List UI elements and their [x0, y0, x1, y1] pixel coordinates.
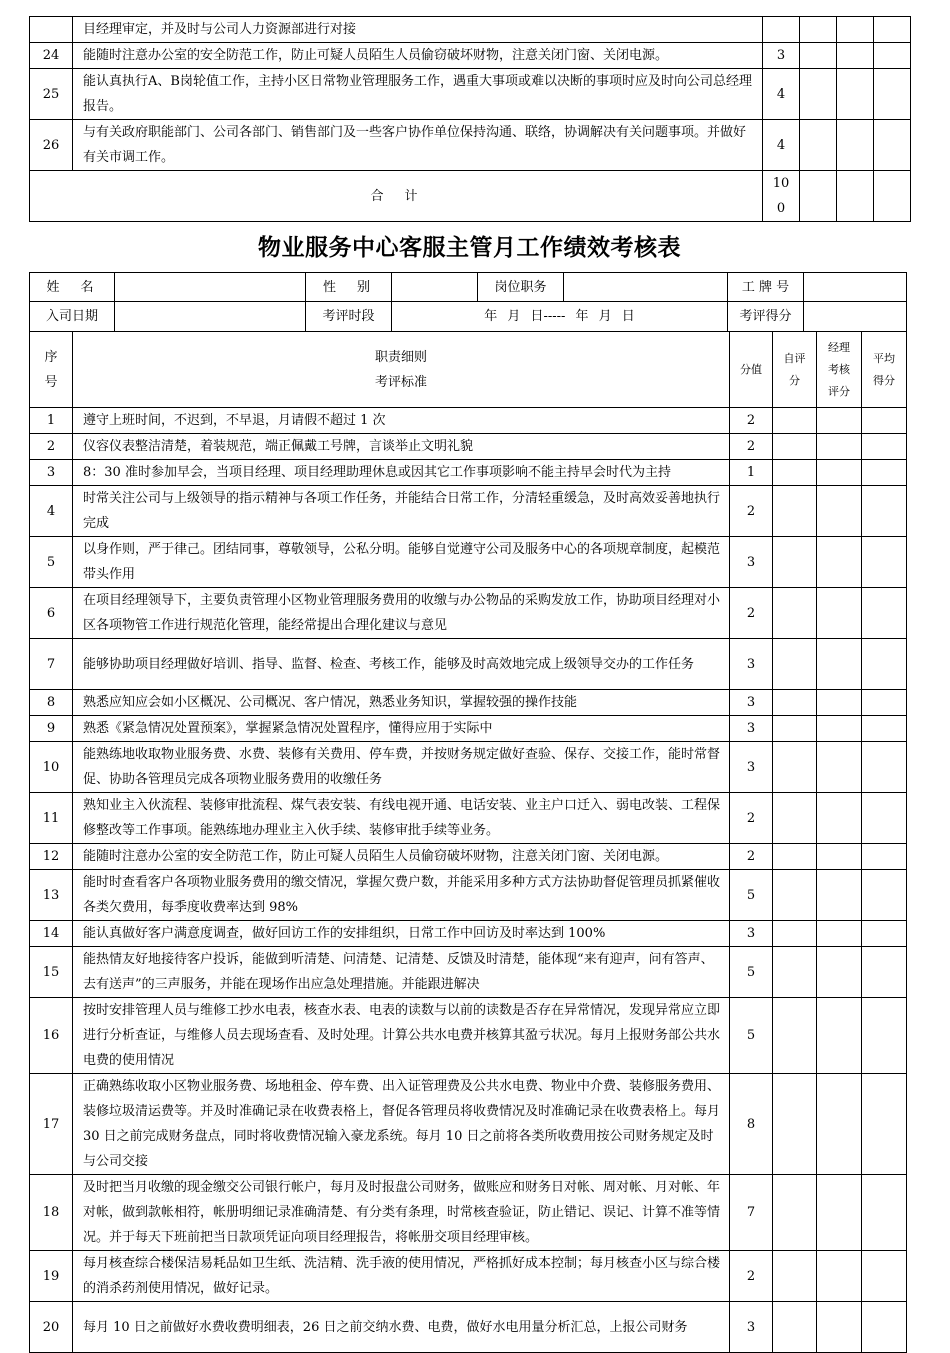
- header-self: 自评 分: [773, 332, 817, 408]
- self-score-cell[interactable]: [800, 43, 837, 69]
- average-score-cell[interactable]: [862, 1175, 907, 1251]
- average-score-cell[interactable]: [862, 998, 907, 1074]
- self-score-cell[interactable]: [773, 1074, 817, 1175]
- manager-score-cell[interactable]: [837, 69, 874, 120]
- self-score-cell[interactable]: [800, 17, 837, 43]
- row-number: 5: [30, 537, 73, 588]
- row-description: 能认真执行A、B岗轮值工作，主持小区日常物业管理服务工作，遇重大事项或难以决断的事项时应及时向公司总经理报告。: [73, 69, 763, 120]
- average-score-cell[interactable]: [862, 408, 907, 434]
- row-description: 能熟练地收取物业服务费、水费、装修有关费用、停车费，并按财务规定做好查验、保存、交接工作，能时常督促、协助各管理员完成各项物业服务费用的收缴任务: [73, 742, 730, 793]
- row-score: 2: [730, 1251, 773, 1302]
- row-score: 5: [730, 870, 773, 921]
- row-number: 26: [30, 120, 73, 171]
- total-label: 合 计: [30, 171, 763, 222]
- manager-score-cell[interactable]: [817, 588, 862, 639]
- row-number: 10: [30, 742, 73, 793]
- table-row: [30, 1251, 907, 1302]
- average-score-cell[interactable]: [862, 1074, 907, 1175]
- row-description: 正确熟练收取小区物业服务费、场地租金、停车费、出入证管理费及公共水电费、物业中介费、装修服务费用、装修垃圾清运费等。并及时准确记录在收费表格上，督促各管理员将收费情况及时准确记录在收费表格上。每月 30 日之前完成财务盘点，同时将收费情况输入豪龙系统。每月 10 日之前将各类所收费用按公司财务规定及时与公司交接: [73, 1074, 730, 1175]
- row-score: 3: [730, 690, 773, 716]
- self-score-cell[interactable]: [773, 460, 817, 486]
- gender-field[interactable]: [392, 273, 478, 302]
- table-row: [30, 120, 911, 171]
- self-score-cell[interactable]: [773, 947, 817, 998]
- table-row: [30, 588, 907, 639]
- row-description: 时常关注公司与上级领导的指示精神与各项工作任务，并能结合日常工作，分清轻重缓急，及时高效妥善地执行完成: [73, 486, 730, 537]
- manager-score-cell[interactable]: [817, 639, 862, 690]
- entry-date-field[interactable]: [115, 302, 306, 332]
- average-score-cell[interactable]: [862, 742, 907, 793]
- row-description: 能够协助项目经理做好培训、指导、监督、检查、考核工作，能够及时高效地完成上级领导交办的工作任务: [73, 639, 730, 690]
- manager-score-cell[interactable]: [837, 171, 874, 222]
- average-score-cell[interactable]: [862, 1302, 907, 1353]
- row-description: 按时安排管理人员与维修工抄水电表，核查水表、电表的读数与以前的读数是否存在异常情况，发现异常应立即进行分析查证，与维修人员去现场查看、及时处理。计算公共水电费并核算其盈亏状况。每月上报财务部公共水电费的使用情况: [73, 998, 730, 1074]
- average-score-cell[interactable]: [862, 588, 907, 639]
- manager-score-cell[interactable]: [817, 1251, 862, 1302]
- row-number: 11: [30, 793, 73, 844]
- row-number: 15: [30, 947, 73, 998]
- manager-score-cell[interactable]: [817, 1302, 862, 1353]
- self-score-cell[interactable]: [773, 793, 817, 844]
- manager-score-cell[interactable]: [817, 921, 862, 947]
- row-number: 17: [30, 1074, 73, 1175]
- self-score-cell[interactable]: [773, 1251, 817, 1302]
- self-score-cell[interactable]: [773, 408, 817, 434]
- average-score-cell[interactable]: [874, 43, 911, 69]
- row-score: 2: [730, 844, 773, 870]
- table-row: [30, 947, 907, 998]
- manager-score-cell[interactable]: [817, 460, 862, 486]
- average-score-cell[interactable]: [862, 844, 907, 870]
- row-score: 3: [730, 921, 773, 947]
- header-average: 平均 得分: [862, 332, 907, 408]
- name-field[interactable]: [115, 273, 306, 302]
- row-description: 熟知业主入伙流程、装修审批流程、煤气表安装、有线电视开通、电话安装、业主户口迁入、弱电改装、工程保修整改等工作事项。能熟练地办理业主入伙手续、装修审批手续等业务。: [73, 793, 730, 844]
- row-description: 仪容仪表整洁清楚，着装规范，端正佩戴工号牌，言谈举止文明礼貌: [73, 434, 730, 460]
- period-field[interactable]: 年 月 日----- 年 月 日: [392, 302, 728, 332]
- manager-score-cell[interactable]: [817, 408, 862, 434]
- average-score-cell[interactable]: [862, 537, 907, 588]
- row-number: 3: [30, 460, 73, 486]
- position-label: 岗位职务: [478, 273, 564, 302]
- self-score-cell[interactable]: [800, 171, 837, 222]
- employee-info-table: [29, 272, 907, 332]
- row-score: 2: [730, 793, 773, 844]
- self-score-cell[interactable]: [773, 998, 817, 1074]
- table-row: [30, 460, 907, 486]
- table-row: [30, 793, 907, 844]
- manager-score-cell[interactable]: [817, 998, 862, 1074]
- average-score-cell[interactable]: [862, 639, 907, 690]
- badge-field[interactable]: [804, 273, 907, 302]
- self-score-cell[interactable]: [773, 486, 817, 537]
- row-score: [763, 17, 800, 43]
- self-score-cell[interactable]: [773, 434, 817, 460]
- row-description: 每月 10 日之前做好水费收费明细表，26 日之前交纳水费、电费，做好水电用量分析汇总，上报公司财务: [73, 1302, 730, 1353]
- row-score: 3: [763, 43, 800, 69]
- row-number: 2: [30, 434, 73, 460]
- manager-score-cell[interactable]: [817, 486, 862, 537]
- row-score: 7: [730, 1175, 773, 1251]
- manager-score-cell[interactable]: [817, 690, 862, 716]
- table-row: [30, 486, 907, 537]
- row-description: 熟悉《紧急情况处置预案》，掌握紧急情况处置程序，懂得应用于实际中: [73, 716, 730, 742]
- average-score-cell[interactable]: [862, 921, 907, 947]
- header-score: 分值: [730, 332, 773, 408]
- average-score-cell[interactable]: [862, 716, 907, 742]
- header-no: 序 号: [30, 332, 73, 408]
- badge-label: 工 牌 号: [728, 273, 804, 302]
- table-row: [30, 17, 911, 43]
- row-number: 18: [30, 1175, 73, 1251]
- row-description: 与有关政府职能部门、公司各部门、销售部门及一些客户协作单位保持沟通、联络，协调解决有关问题事项。并做好有关市调工作。: [73, 120, 763, 171]
- previous-assessment-table: [29, 16, 911, 222]
- row-description: 目经理审定，并及时与公司人力资源部进行对接: [73, 17, 763, 43]
- row-number: 24: [30, 43, 73, 69]
- average-score-cell[interactable]: [862, 1251, 907, 1302]
- manager-score-cell[interactable]: [837, 120, 874, 171]
- average-score-cell[interactable]: [862, 486, 907, 537]
- average-score-cell[interactable]: [862, 434, 907, 460]
- row-score: 3: [730, 716, 773, 742]
- gender-label: 性 别: [306, 273, 392, 302]
- row-description: 熟悉应知应会如小区概况、公司概况、客户情况，熟悉业务知识，掌握较强的操作技能: [73, 690, 730, 716]
- total-row: [30, 171, 911, 222]
- row-description: 能认真做好客户满意度调查，做好回访工作的安排组织，日常工作中回访及时率达到 100%: [73, 921, 730, 947]
- table-row: [30, 690, 907, 716]
- row-score: 2: [730, 434, 773, 460]
- assessment-table: [29, 331, 907, 1353]
- table-row: [30, 69, 911, 120]
- entry-date-label: 入司日期: [30, 302, 115, 332]
- manager-score-cell[interactable]: [837, 43, 874, 69]
- self-score-cell[interactable]: [773, 537, 817, 588]
- header-duty: 职责细则 考评标准: [73, 332, 730, 408]
- manager-score-cell[interactable]: [817, 537, 862, 588]
- name-label: 姓 名: [30, 273, 115, 302]
- manager-score-cell[interactable]: [817, 947, 862, 998]
- score-field[interactable]: [804, 302, 907, 332]
- manager-score-cell[interactable]: [817, 793, 862, 844]
- average-score-cell[interactable]: [874, 17, 911, 43]
- average-score-cell[interactable]: [862, 947, 907, 998]
- row-description: 每月核查综合楼保洁易耗品如卫生纸、洗洁精、洗手液的使用情况，严格抓好成本控制；每月核查小区与综合楼的消杀药剂使用情况，做好记录。: [73, 1251, 730, 1302]
- manager-score-cell[interactable]: [837, 17, 874, 43]
- row-number: 7: [30, 639, 73, 690]
- period-label: 考评时段: [306, 302, 392, 332]
- row-description: 能时时查看客户各项物业服务费用的缴交情况，掌握欠费户数，并能采用多种方式方法协助督促管理员抓紧催收各类欠费用，每季度收费率达到 98%: [73, 870, 730, 921]
- self-score-cell[interactable]: [773, 870, 817, 921]
- table-row: [30, 1175, 907, 1251]
- row-description: 遵守上班时间，不迟到，不早退，月请假不超过 1 次: [73, 408, 730, 434]
- row-description: 及时把当月收缴的现金缴交公司银行帐户，每月及时报盘公司财务，做账应和财务日对帐、周对帐、月对帐、年对帐，做到款帐相符，帐册明细记录准确清楚、有分类有条理，时常核查验证，防止错记、误记、计算不准等情况。并于每天下班前把当日款项凭证向项目经理报告，将帐册交项目经理审核。: [73, 1175, 730, 1251]
- manager-score-cell[interactable]: [817, 844, 862, 870]
- form-title: 物业服务中心客服主管月工作绩效考核表: [258, 235, 681, 261]
- row-score: 3: [730, 1302, 773, 1353]
- self-score-cell[interactable]: [773, 742, 817, 793]
- row-score: 4: [763, 120, 800, 171]
- table-row: [30, 639, 907, 690]
- row-score: 3: [730, 742, 773, 793]
- row-score: 3: [730, 639, 773, 690]
- manager-score-cell[interactable]: [817, 1074, 862, 1175]
- self-score-cell[interactable]: [773, 716, 817, 742]
- manager-score-cell[interactable]: [817, 434, 862, 460]
- row-description: 以身作则，严于律己。团结同事，尊敬领导，公私分明。能够自觉遵守公司及服务中心的各项规章制度，起模范带头作用: [73, 537, 730, 588]
- self-score-cell[interactable]: [773, 844, 817, 870]
- header-manager: 经理 考核 评分: [817, 332, 862, 408]
- row-description: 能随时注意办公室的安全防范工作，防止可疑人员陌生人员偷窃破坏财物，注意关闭门窗、关闭电源。: [73, 844, 730, 870]
- self-score-cell[interactable]: [773, 690, 817, 716]
- row-score: 2: [730, 408, 773, 434]
- position-field[interactable]: [564, 273, 728, 302]
- row-score: 5: [730, 998, 773, 1074]
- score-label: 考评得分: [728, 302, 804, 332]
- manager-score-cell[interactable]: [817, 742, 862, 793]
- table-row: [30, 434, 907, 460]
- table-row: [30, 1302, 907, 1353]
- self-score-cell[interactable]: [773, 1175, 817, 1251]
- table-row: [30, 408, 907, 434]
- table-row: [30, 921, 907, 947]
- table-row: [30, 1074, 907, 1175]
- row-number: 8: [30, 690, 73, 716]
- row-number: 9: [30, 716, 73, 742]
- row-number: 16: [30, 998, 73, 1074]
- table-row: [30, 844, 907, 870]
- total-value: 100: [763, 171, 800, 222]
- row-score: 5: [730, 947, 773, 998]
- average-score-cell[interactable]: [862, 870, 907, 921]
- row-number: 1: [30, 408, 73, 434]
- table-row: [30, 537, 907, 588]
- self-score-cell[interactable]: [773, 588, 817, 639]
- table-row: [30, 742, 907, 793]
- average-score-cell[interactable]: [862, 690, 907, 716]
- row-description: 能随时注意办公室的安全防范工作，防止可疑人员陌生人员偷窃破坏财物，注意关闭门窗、关闭电源。: [73, 43, 763, 69]
- table-row: [30, 43, 911, 69]
- manager-score-cell[interactable]: [817, 870, 862, 921]
- self-score-cell[interactable]: [773, 1302, 817, 1353]
- row-number: 4: [30, 486, 73, 537]
- manager-score-cell[interactable]: [817, 716, 862, 742]
- row-score: 1: [730, 460, 773, 486]
- table-row: [30, 870, 907, 921]
- average-score-cell[interactable]: [862, 460, 907, 486]
- row-number: 12: [30, 844, 73, 870]
- row-score: 2: [730, 486, 773, 537]
- row-description: 在项目经理领导下，主要负责管理小区物业管理服务费用的收缴与办公物品的采购发放工作，协助项目经理对小区各项物管工作进行规范化管理，能经常提出合理化建议与意见: [73, 588, 730, 639]
- average-score-cell[interactable]: [874, 120, 911, 171]
- row-number: 19: [30, 1251, 73, 1302]
- table-row: [30, 716, 907, 742]
- table-row: [30, 998, 907, 1074]
- manager-score-cell[interactable]: [817, 1175, 862, 1251]
- self-score-cell[interactable]: [773, 639, 817, 690]
- row-number: 13: [30, 870, 73, 921]
- self-score-cell[interactable]: [800, 120, 837, 171]
- average-score-cell[interactable]: [874, 69, 911, 120]
- row-number: 20: [30, 1302, 73, 1353]
- row-number: 25: [30, 69, 73, 120]
- self-score-cell[interactable]: [800, 69, 837, 120]
- average-score-cell[interactable]: [862, 793, 907, 844]
- row-score: 8: [730, 1074, 773, 1175]
- row-number: 14: [30, 921, 73, 947]
- row-number: 6: [30, 588, 73, 639]
- row-description: 能热情友好地接待客户投诉，能做到听清楚、问清楚、记清楚、反馈及时清楚，能体现“来有迎声，问有答声、去有送声”的三声服务，并能在现场作出应急处理措施。并能跟进解决: [73, 947, 730, 998]
- row-description: 8：30 准时参加早会，当项目经理、项目经理助理休息或因其它工作事项影响不能主持早会时代为主持: [73, 460, 730, 486]
- row-score: 3: [730, 537, 773, 588]
- row-score: 4: [763, 69, 800, 120]
- row-number: [30, 17, 73, 43]
- self-score-cell[interactable]: [773, 921, 817, 947]
- row-score: 2: [730, 588, 773, 639]
- average-score-cell[interactable]: [874, 171, 911, 222]
